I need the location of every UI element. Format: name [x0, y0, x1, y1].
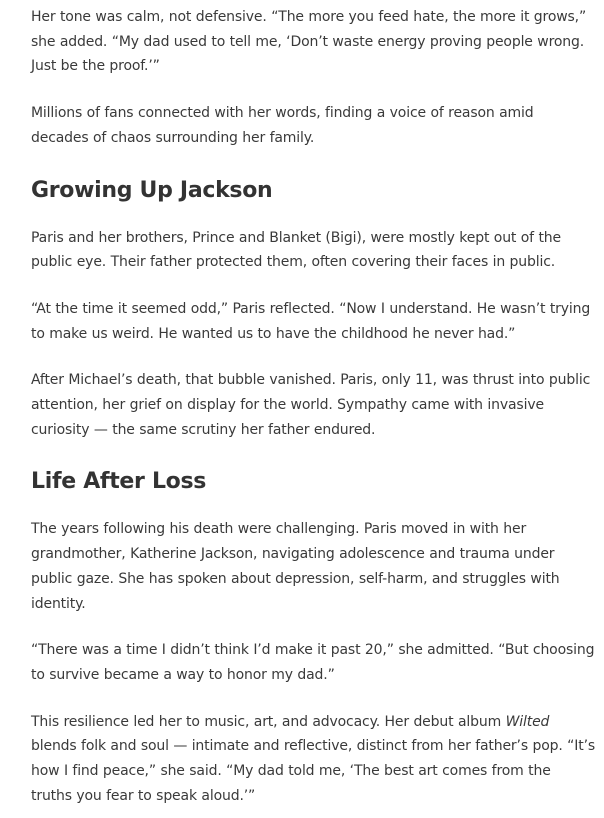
heading-growing-up: Growing Up Jackson [31, 177, 273, 203]
heading-life-after-loss: Life After Loss [31, 469, 207, 495]
paragraph-brothers: Paris and her brothers, Prince and Blanket (Bigi), were mostly kept out of the public eye. Their father protected them, often covering their faces in public. [31, 229, 561, 271]
album-title: Wilted [505, 713, 550, 730]
paragraph-tone: Her tone was calm, not defensive. “The more you feed hate, the more it grows,” she added. “My dad used to tell me, ‘Don’t waste energy proving people wrong. Just be the proof.’” [31, 9, 587, 75]
paragraph-resilience: This resilience led her to music, art, and advocacy. Her debut album Wilted blends folk and soul — intimate and reflective, distinct from her father’s pop. “It’s how I find peace,” she said. “My dad told me, ‘The best art comes from the truths you fear to speak aloud.’” [31, 713, 596, 804]
paragraph-fans: Millions of fans connected with her words, finding a voice of reason amid decades of chaos surrounding her family. [31, 105, 534, 146]
paragraph-years-following: The years following his death were challenging. Paris moved in with her grandmother, Katherine Jackson, navigating adolescence and trauma under public gaze. She has spoken about depression, self-harm, and struggles with identity. [31, 521, 560, 612]
paragraph-survive: “There was a time I didn’t think I’d make it past 20,” she admitted. “But choosing to survive became a way to honor my dad.” [31, 642, 595, 683]
paragraph-after-death: After Michael’s death, that bubble vanished. Paris, only 11, was thrust into public attention, her grief on display for the world. Sympathy came with invasive curiosity — the same scrutiny her father endured. [31, 372, 591, 438]
article-body [31, 5, 596, 808]
paragraph-reflection: “At the time it seemed odd,” Paris reflected. “Now I understand. He wasn’t trying to make us weird. He wanted us to have the childhood he never had.” [31, 300, 591, 342]
